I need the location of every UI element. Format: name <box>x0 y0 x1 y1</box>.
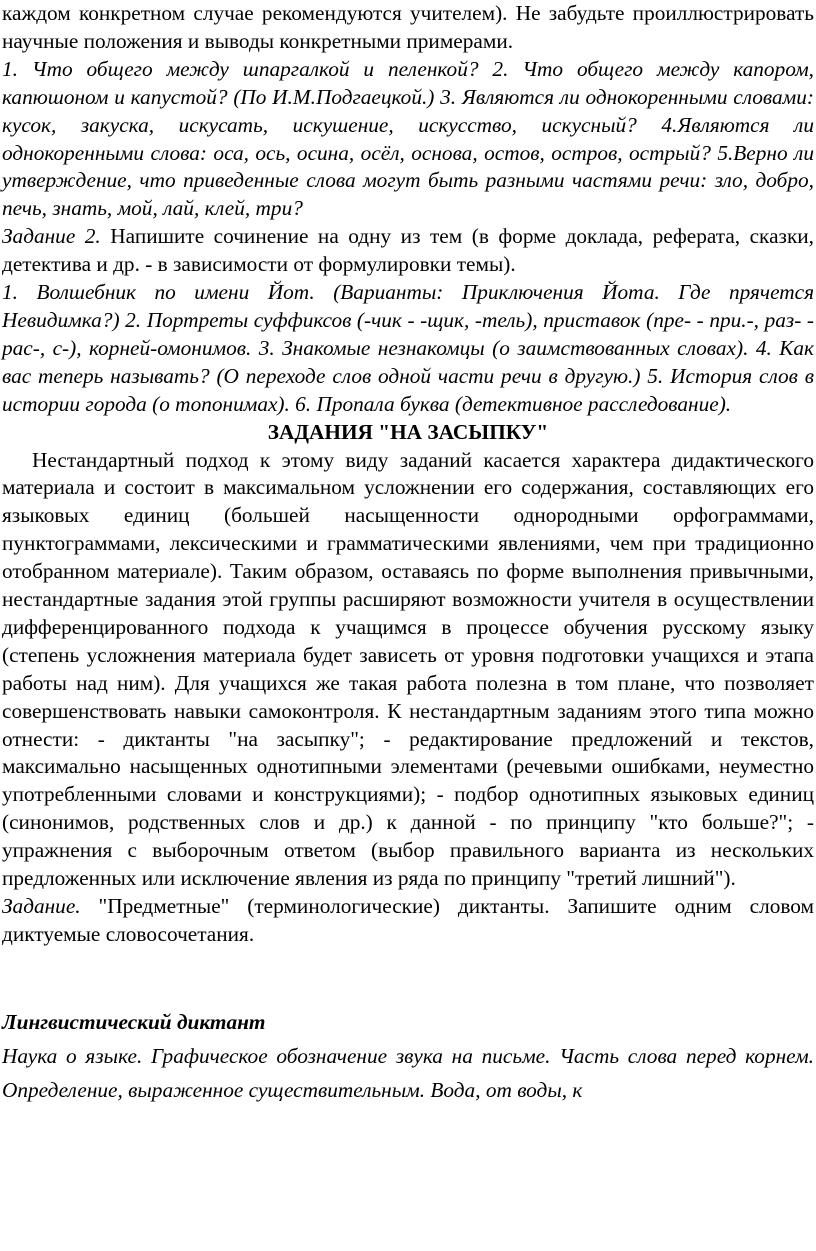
task-2-text: Напишите сочинение на одну из тем (в форме доклада, реферата, сказки, детектива и др. - в зависимости от формулировки темы). <box>2 224 815 277</box>
dictation-title: Лингвистический диктант <box>2 1009 266 1034</box>
paragraph-questions: 1. Что общего между шпаргалкой и пеленкой? 2. Что общего между капором, капюшоном и капустой? (По И.М.Подгаецкой.) 3. Являются ли однокоренными словами: кусок, закуска, искусать, искушение, искусство, искусный? 4.Являются ли однокоренными слова: оса, ось, осина, осёл, основа, остов, остров, острый? 5.Верно ли утверждение, что приведенные слова могут быть разными частями речи: зло, добро, печь, знать, мой, лай, клей, три? <box>2 56 814 221</box>
paragraph-main: Нестандартный подход к этому виду заданий касается характера дидактического материала и состоит в максимальном усложнении его содержания, составляющих его языковых единиц (большей насыщенности однородными орфограммами, пунктограммами, лексическими и грамматическими явлениями, чем при традиционно отобранном материале). Таким образом, оставаясь по форме выполнения привычными, нестандартные задания этой группы расширяют возможности учителя в осуществлении дифференцированного подхода к учащимся в процессе обучения русскому языку (степень усложнения материала будет зависеть от уровня подготовки учащихся и этапа работы над ним). Для учащихся же такая работа полезна в том плане, что позволяет совершенствовать навыки самоконтроля. К нестандартным заданиям этого типа можно отнести: - диктанты "на засыпку"; - редактирование предложений и текстов, максимально насыщенных однотипными элементами (речевыми ошибками, неуместно употребленными словами и конструкциями); - подбор однотипных языковых единиц (синонимов, родственных слов и др.) к данной - по принципу "кто больше?"; - упражнения с выборочным ответом (выбор правильного варианта из нескольких предложенных или исключение явления из ряда по принципу "третий лишний"). <box>2 447 814 891</box>
task-dictation-label: Задание. <box>2 894 81 918</box>
paragraph-task-2 <box>2 223 814 279</box>
document-page <box>2 0 814 1107</box>
task-dictation-text: "Предметные" (терминологические) диктанты. Запишите одним словом диктуемые словосочетания. <box>2 894 814 946</box>
paragraph-task-dictation <box>2 893 814 949</box>
task-2-label: Задание 2. <box>2 224 101 249</box>
dictation-text: Наука о языке. Графическое обозначение звука на письме. Часть слова перед корнем. Определение, выраженное существительным. Вода, от воды, к <box>2 1043 814 1102</box>
spacer <box>2 949 814 1005</box>
section-heading: ЗАДАНИЯ "НА ЗАСЫПКУ" <box>267 419 549 444</box>
paragraph-essay-topics: 1. Волшебник по имени Йот. (Варианты: Приключения Йота. Где прячется Невидимка?) 2. Портреты суффиксов (-чик - -щик, -тель), приставок (пре- - при.-, раз- - рас-, с-), корней-омонимов. 3. Знакомые незнакомцы (о заимствованных словах). 4. Как вас теперь называть? (О переходе слов одной части речи в другую.) 5. История слов в истории города (о топонимах). 6. Пропала буква (детективное расследование). <box>2 280 814 416</box>
paragraph-intro: каждом конкретном случае рекомендуются учителем). Не забудьте проиллюстрировать научные положения и выводы конкретными примерами. <box>2 1 814 53</box>
